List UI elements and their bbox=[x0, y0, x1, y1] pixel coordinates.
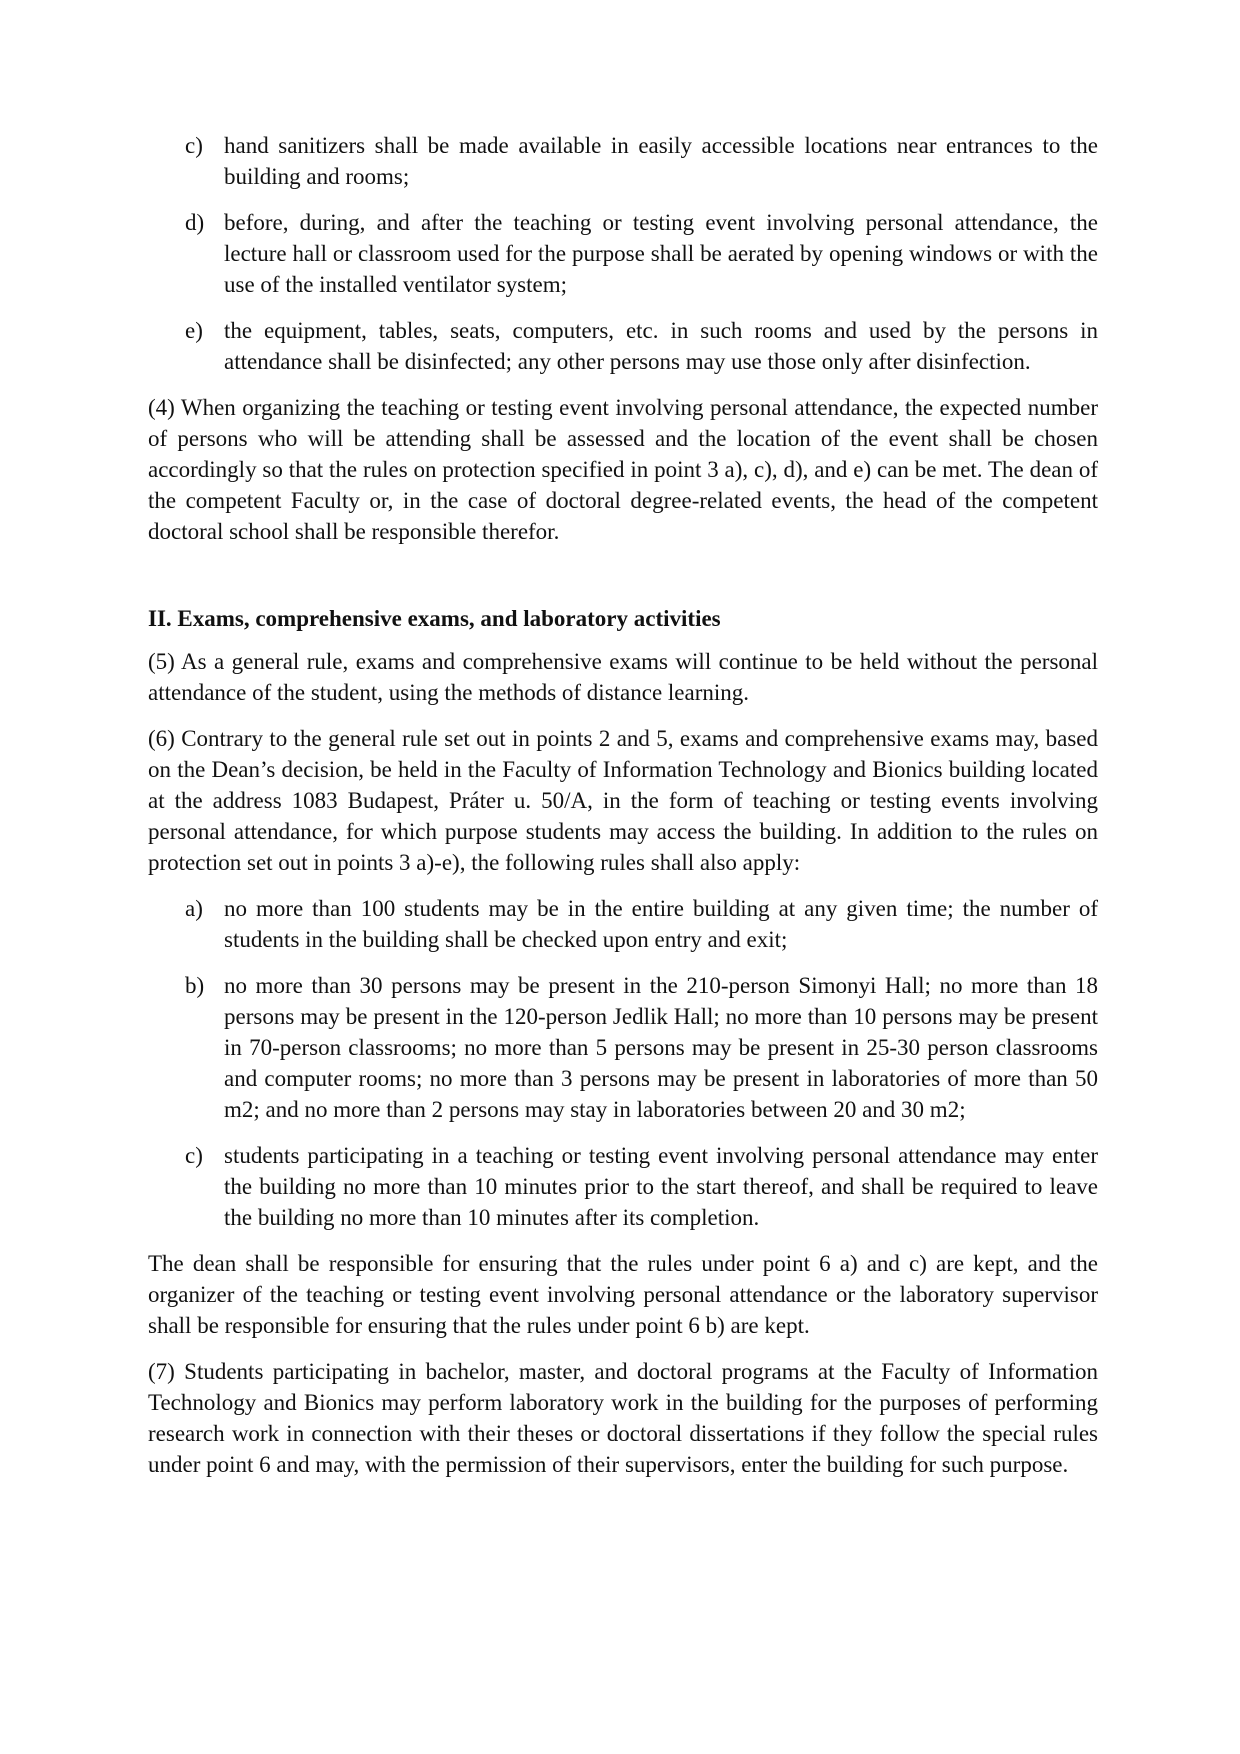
list-marker: b) bbox=[185, 973, 205, 998]
list-item bbox=[148, 315, 1098, 377]
protection-rules-list bbox=[148, 130, 1098, 377]
list-item bbox=[148, 893, 1098, 955]
list-marker: c) bbox=[185, 133, 203, 158]
paragraph-4: (4) When organizing the teaching or testing event involving personal attendance, the expected number of persons who will be attending shall be assessed and the location of the event shall be chosen accordingly so that the rules on protection specified in point 3 a), c), d), and e) can be met. The dean of the competent Faculty or, in the case of doctoral degree-related events, the head of the competent doctoral school shall be responsible therefor. bbox=[148, 395, 1098, 544]
section-heading: II. Exams, comprehensive exams, and laboratory activities bbox=[148, 606, 721, 631]
paragraph-dean-responsibility: The dean shall be responsible for ensuring that the rules under point 6 a) and c) are kept, and the organizer of the teaching or testing event involving personal attendance or the laboratory supervisor shall be responsible for ensuring that the rules under point 6 b) are kept. bbox=[148, 1251, 1098, 1338]
paragraph-7: (7) Students participating in bachelor, master, and doctoral programs at the Faculty of Information Technology and Bionics may perform laboratory work in the building for the purposes of performing research work in connection with their theses or doctoral dissertations if they follow the special rules under point 6 and may, with the permission of their supervisors, enter the building for such purpose. bbox=[148, 1359, 1098, 1477]
list-item-text: hand sanitizers shall be made available in easily accessible locations near entrances to the building and rooms; bbox=[224, 133, 1098, 189]
list-item-text: before, during, and after the teaching or testing event involving personal attendance, the lecture hall or classroom used for the purpose shall be aerated by opening windows or with the use of the installed ventilator system; bbox=[224, 210, 1098, 297]
document-body bbox=[148, 130, 1098, 1495]
paragraph-6: (6) Contrary to the general rule set out in points 2 and 5, exams and comprehensive exams may, based on the Dean’s decision, be held in the Faculty of Information Technology and Bionics building located at the address 1083 Budapest, Práter u. 50/A, in the form of teaching or testing events involving personal attendance, for which purpose students may access the building. In addition to the rules on protection set out in points 3 a)-e), the following rules shall also apply: bbox=[148, 726, 1098, 875]
paragraph-5: (5) As a general rule, exams and comprehensive exams will continue to be held without the personal attendance of the student, using the methods of distance learning. bbox=[148, 649, 1098, 705]
list-marker: a) bbox=[185, 896, 203, 921]
list-item bbox=[148, 207, 1098, 300]
list-marker: d) bbox=[185, 210, 205, 235]
list-marker: e) bbox=[185, 318, 203, 343]
attendance-rules-list bbox=[148, 893, 1098, 1233]
list-item-text: no more than 100 students may be in the entire building at any given time; the number of students in the building shall be checked upon entry and exit; bbox=[224, 896, 1098, 952]
list-item bbox=[148, 970, 1098, 1125]
list-item bbox=[148, 1140, 1098, 1233]
list-item-text: no more than 30 persons may be present in the 210-person Simonyi Hall; no more than 18 persons may be present in the 120-person Jedlik Hall; no more than 10 persons may be present in 70-person classrooms; no more than 5 persons may be present in 25-30 person classrooms and computer rooms; no more than 3 persons may be present in laboratories of more than 50 m2; and no more than 2 persons may stay in laboratories between 20 and 30 m2; bbox=[224, 973, 1098, 1122]
list-item-text: the equipment, tables, seats, computers, etc. in such rooms and used by the persons in attendance shall be disinfected; any other persons may use those only after disinfection. bbox=[224, 318, 1098, 374]
list-item-text: students participating in a teaching or testing event involving personal attendance may enter the building no more than 10 minutes prior to the start thereof, and shall be required to leave the building no more than 10 minutes after its completion. bbox=[224, 1143, 1098, 1230]
list-marker: c) bbox=[185, 1143, 203, 1168]
list-item bbox=[148, 130, 1098, 192]
